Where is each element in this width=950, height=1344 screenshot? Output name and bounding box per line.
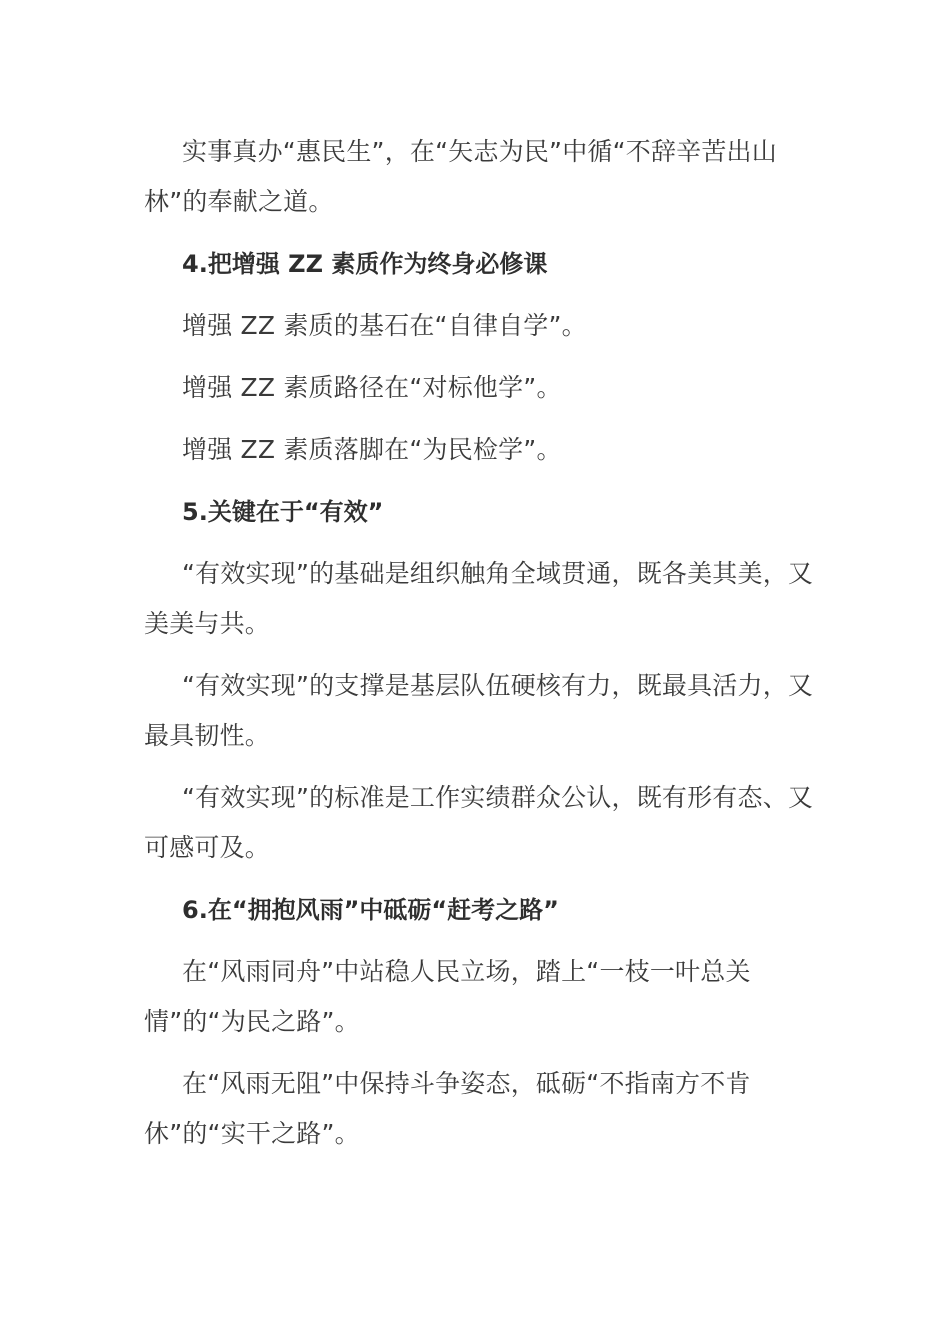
body-paragraph: 在“风雨同舟”中站稳人民立场，踏上“一枝一叶总关情”的“为民之路”。 (144, 957, 751, 1036)
section-heading-4: 4.把增强 ZZ 素质作为终身必修课 (182, 250, 548, 278)
body-paragraph: “有效实现”的基础是组织触角全域贯通，既各美其美，又美美与共。 (144, 559, 814, 638)
body-paragraph: “有效实现”的标准是工作实绩群众公认，既有形有态、又可感可及。 (144, 783, 814, 862)
body-paragraph: 增强 ZZ 素质落脚在“为民检学”。 (182, 435, 562, 464)
document-body (144, 127, 824, 1171)
section-heading-5: 5.关键在于“有效” (182, 498, 384, 526)
body-paragraph: 在“风雨无阻”中保持斗争姿态，砥砺“不指南方不肯休”的“实干之路”。 (144, 1069, 751, 1148)
body-paragraph: 增强 ZZ 素质路径在“对标他学”。 (182, 373, 562, 402)
body-paragraph: “有效实现”的支撑是基层队伍硬核有力，既最具活力，又最具韧性。 (144, 671, 814, 750)
body-paragraph: 实事真办“惠民生”，在“矢志为民”中循“不辞辛苦出山林”的奉献之道。 (144, 137, 777, 216)
body-paragraph: 增强 ZZ 素质的基石在“自律自学”。 (182, 311, 587, 340)
section-heading-6: 6.在“拥抱风雨”中砥砺“赶考之路” (182, 896, 559, 924)
